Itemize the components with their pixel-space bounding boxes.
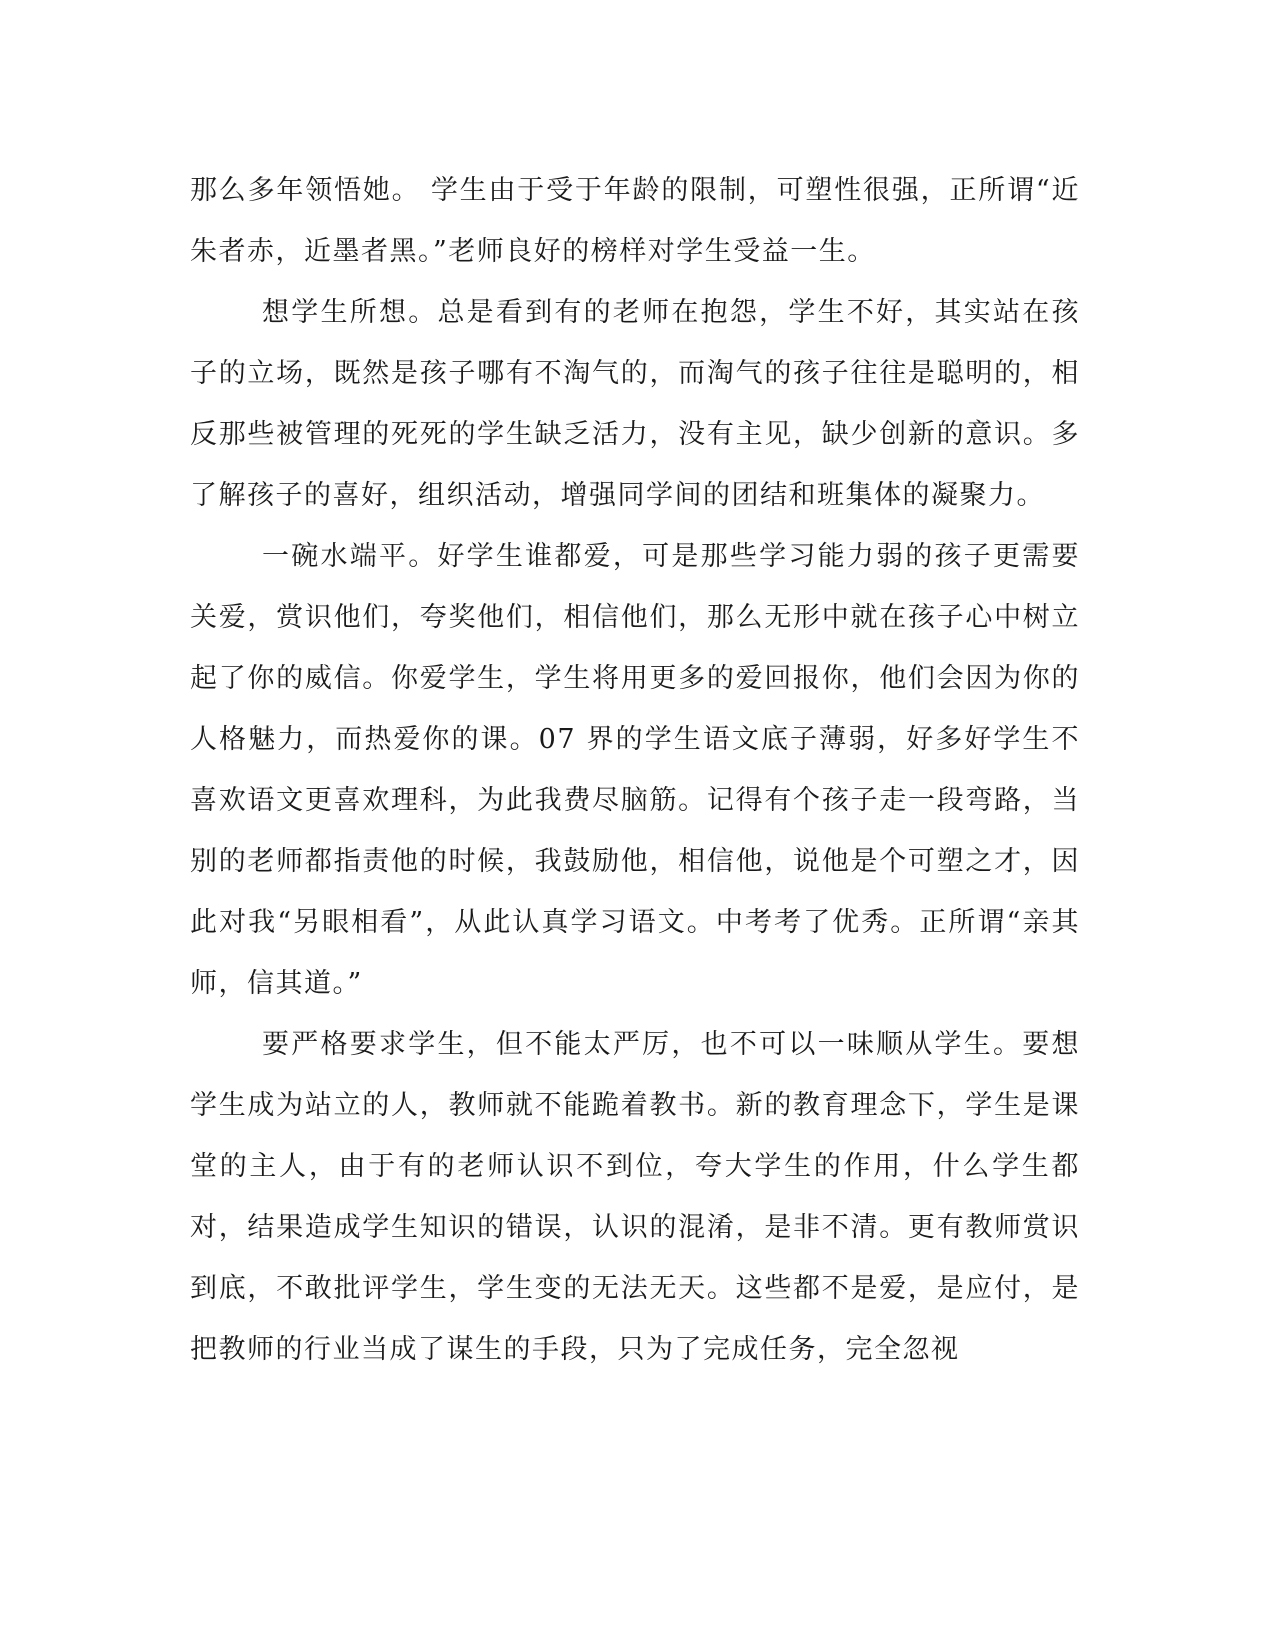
paragraph-2: 想学生所想。总是看到有的老师在抱怨，学生不好，其实站在孩子的立场，既然是孩子哪有不淘气的，而淘气的孩子往往是聪明的，相反那些被管理的死死的学生缺乏活力，没有主见，缺少创新的意识。多了解孩子的喜好，组织活动，增强同学间的团结和班集体的凝聚力。 <box>190 297 1080 511</box>
document-body <box>190 160 1080 1380</box>
paragraph-3: 一碗水端平。好学生谁都爱，可是那些学习能力弱的孩子更需要关爱，赏识他们，夸奖他们，相信他们，那么无形中就在孩子心中树立起了你的威信。你爱学生，学生将用更多的爱回报你，他们会因为你的人格魅力，而热爱你的课。07 界的学生语文底子薄弱，好多好学生不喜欢语文更喜欢理科，为此我费尽脑筋。记得有个孩子走一段弯路，当别的老师都指责他的时候，我鼓励他，相信他，说他是个可塑之才，因此对我“另眼相看”，从此认真学习语文。中考考了优秀。正所谓“亲其师，信其道。” <box>190 541 1080 999</box>
paragraph-4: 要严格要求学生，但不能太严厉，也不可以一味顺从学生。要想学生成为站立的人，教师就不能跪着教书。新的教育理念下，学生是课堂的主人，由于有的老师认识不到位，夸大学生的作用，什么学生都对，结果造成学生知识的错误，认识的混淆，是非不清。更有教师赏识到底，不敢批评学生，学生变的无法无天。这些都不是爱，是应付，是把教师的行业当成了谋生的手段，只为了完成任务，完全忽视 <box>190 1029 1080 1365</box>
paragraph-1: 那么多年领悟她。 学生由于受于年龄的限制，可塑性很强，正所谓“近朱者赤，近墨者黑。”老师良好的榜样对学生受益一生。 <box>190 175 1080 267</box>
